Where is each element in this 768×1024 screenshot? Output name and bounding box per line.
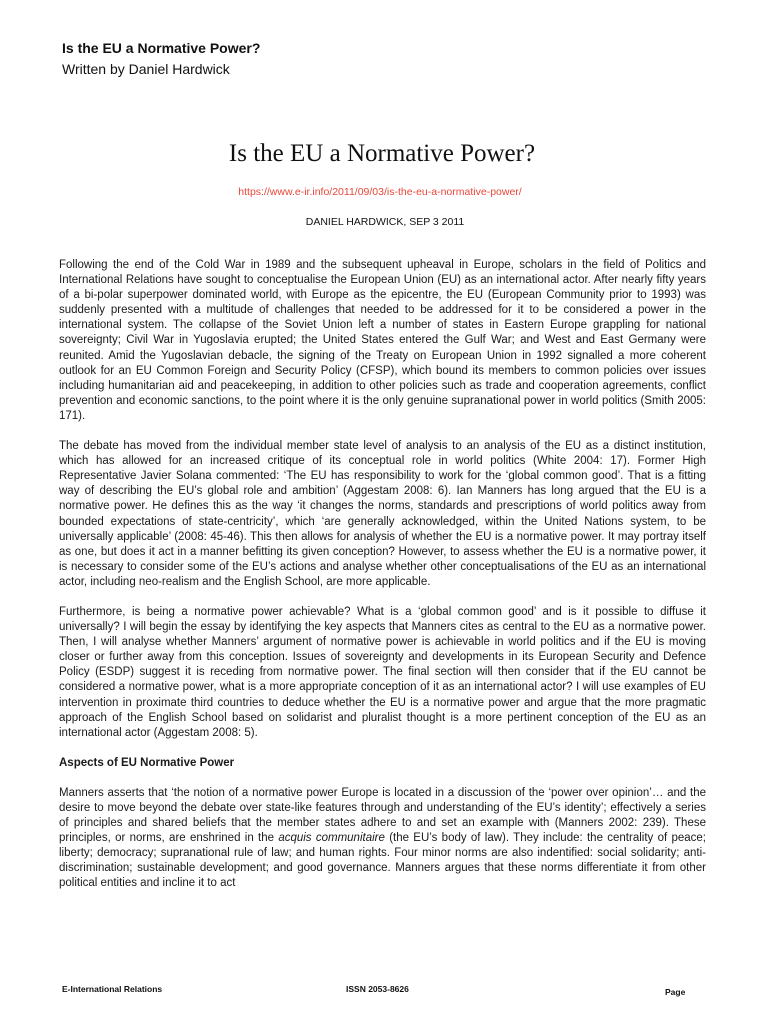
paragraph-1: Following the end of the Cold War in 1989 and the subsequent upheaval in Europe, scholars in the field of Politics and International Relations have sought to conceptualise the European Union (EU) as an international actor. After nearly fifty years of a bi-polar superpower dominated world, with Europe as the epicentre, the EU (European Community prior to 1993) was suddenly presented with a multitude of challenges that needed to be addressed for it to be considered a power in the international system. The collapse of the Soviet Union left a number of states in Eastern Europe grappling for national sovereignty; Civil War in Yugoslavia erupted; the United States entered the Gulf War; and West and East Germany were reunited. Amid the Yugoslavian debacle, the signing of the Treaty on European Union in 1992 signalled a more coherent outlook for an EU Common Foreign and Security Policy (CFSP), which bound its members to common policies over issues including humanitarian aid and peacekeeping, in addition to other policies such as trade and cooperation agreements, conflict prevention and economic sanctions, to the point where it is the only genuine supranational power in world politics (Smith 2005: 171).	[59, 259, 706, 422]
paragraph-4-text-b: (the EU’s body of law). They include: the centrality of peace; liberty; democracy; supranational rule of law; and human rights. Four minor norms are also indentified: social solidarity; anti-discrimination; sustainable development; and good governance. Manners argues that these norms differentiate it from other political entities and incline it to act	[59, 832, 707, 890]
running-header-author: Written by Daniel Hardwick	[62, 61, 230, 77]
footer-page-label: Page	[665, 987, 686, 997]
article-byline: DANIEL HARDWICK, SEP 3 2011	[305, 216, 465, 228]
footer-issn: ISSN 2053-8626	[346, 984, 409, 994]
paragraph-4-italic-term: acquis communitaire	[278, 832, 385, 845]
article-url-link[interactable]: https://www.e-ir.info/2011/09/03/is-the-eu-a-normative-power/	[238, 186, 522, 198]
footer-publisher: E-International Relations	[62, 984, 163, 994]
article-body	[59, 258, 706, 906]
running-header-title: Is the EU a Normative Power?	[62, 40, 261, 56]
section-heading: Aspects of EU Normative Power	[59, 756, 235, 769]
paragraph-4-text-a: Manners asserts that ‘the notion of a normative power Europe is located in a discussion of the ‘power over opinion’… and the desire to move beyond the debate over state-like features through and understanding of the EU’s identity’; effectively a series of principles and shared beliefs that the member states adhere to and set an example with (Manners 2002: 239). These principles, or norms, are enshrined in the	[59, 786, 706, 845]
article-title: Is the EU a Normative Power?	[228, 140, 536, 167]
paragraph-3: Furthermore, is being a normative power achievable? What is a ‘global common good’ and is it possible to diffuse it universally? I will begin the essay by identifying the key aspects that Manners cites as central to the EU as a normative power. Then, I will analyse whether Manners’ argument of normative power is achievable in world politics and if the EU is moving closer or further away from this conception. Issues of sovereignty and developments in its European Security and Defence Policy (ESDP) suggest it is receding from normative power. The final section will then consider that if the EU cannot be considered a normative power, what is a more appropriate conception of it as an international actor? I will use examples of EU intervention in proximate third countries to deduce whether the EU is a normative power and argue that the more pragmatic approach of the English School based on solidarist and pluralist thought is a more pertinent conception of the EU as an international actor (Aggestam 2008: 5).	[59, 605, 706, 739]
paragraph-4	[59, 786, 706, 892]
paragraph-2: The debate has moved from the individual member state level of analysis to an analysis of the EU as a distinct institution, which has allowed for an increased critique of its conceptual role in world politics (White 2004: 17). Former High Representative Javier Solana commented: ‘The EU has responsibility to work for the ‘global common good’. That is a fitting way of describing the EU’s global role and ambition’ (Aggestam 2008: 6). Ian Manners has long argued that the EU is a normative power. He defines this as the way ‘it changes the norms, standards and prescriptions of world politics away from bounded expectations of state-centricity’, which ‘are generally acknowledged, within the United Nations system, to be universally applicable’ (2008: 45-46). This then allows for analysis of whether the EU is a normative power. It may portray itself as one, but does it act in a manner befitting its given conception? However, to assess whether the EU is a normative power, it is necessary to consider some of the EU’s actions and analyse whether other conceptualisations of the EU as an international actor, including neo-realism and the English School, are more applicable.	[59, 440, 706, 588]
